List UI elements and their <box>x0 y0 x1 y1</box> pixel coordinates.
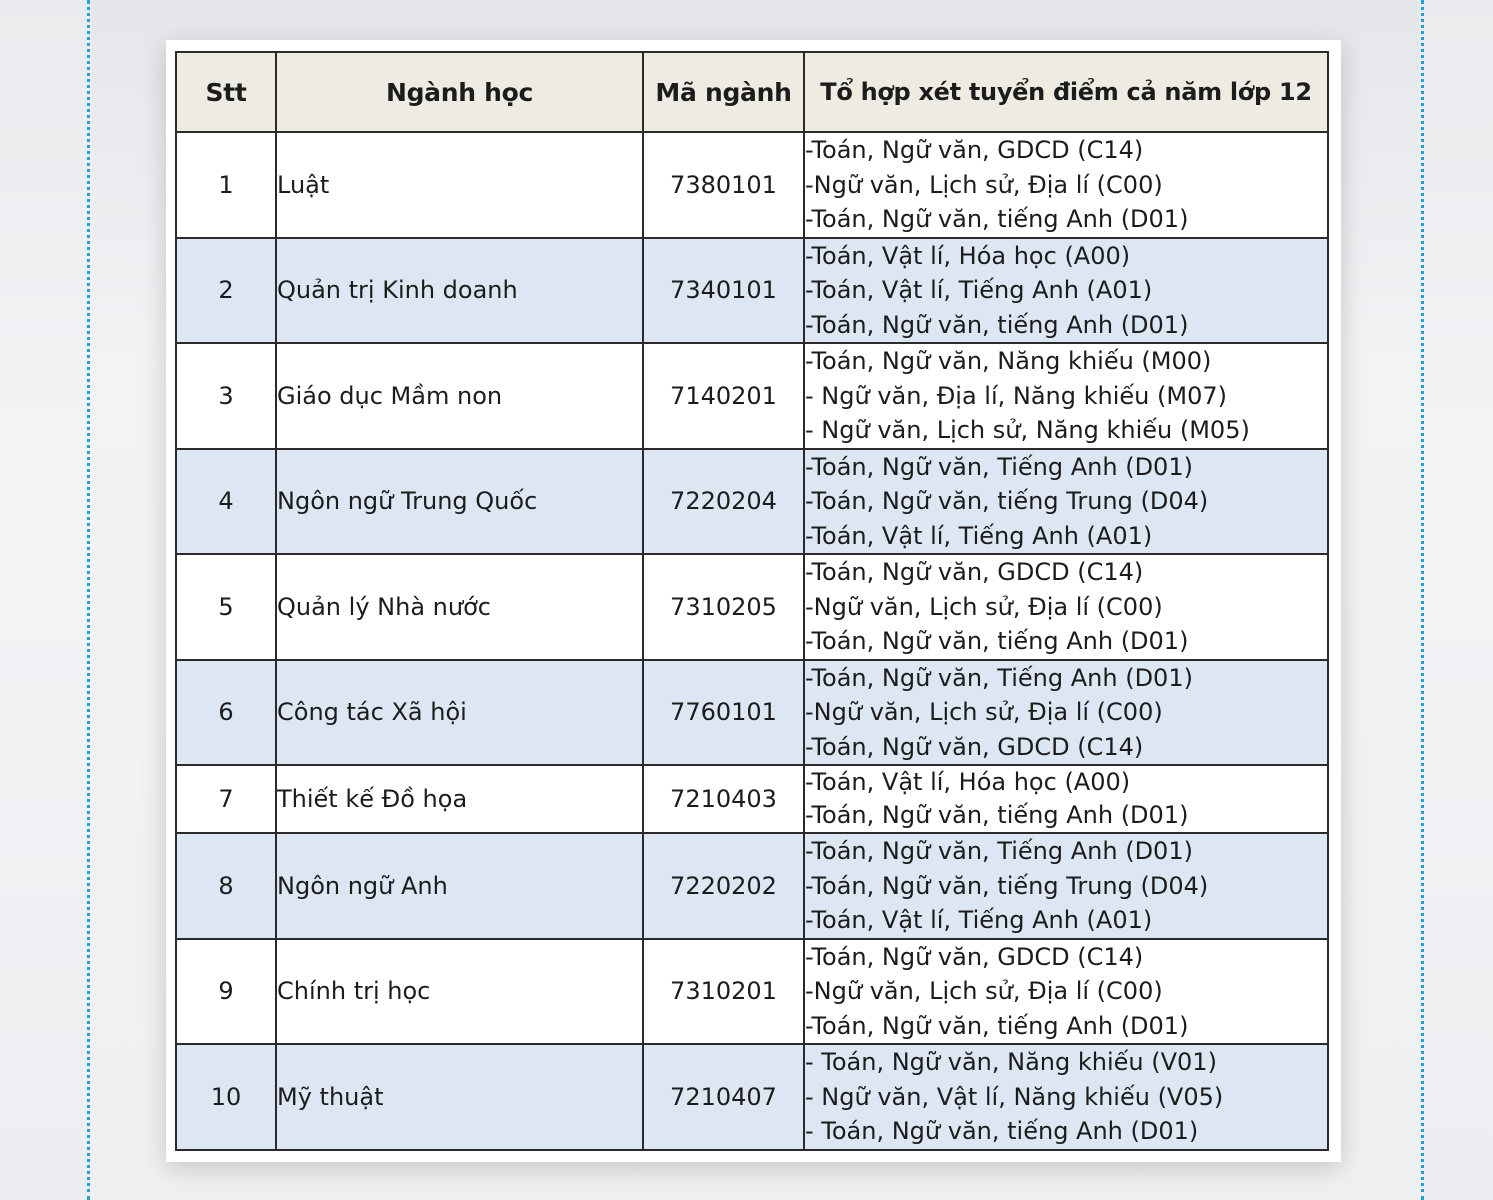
combo-line: - Toán, Ngữ văn, tiếng Anh (D01) <box>805 1117 1199 1145</box>
cell-stt: 1 <box>176 132 276 238</box>
combo-line: -Toán, Ngữ văn, GDCD (C14) <box>805 732 1144 761</box>
cell-stt: 6 <box>176 660 276 766</box>
combo-line: -Toán, Vật lí, Tiếng Anh (A01) <box>805 276 1153 304</box>
cell-stt: 2 <box>176 238 276 344</box>
cell-major: Chính trị học <box>276 939 643 1045</box>
cell-combos <box>804 765 1328 833</box>
table-row <box>176 554 1328 660</box>
cell-major: Ngôn ngữ Anh <box>276 833 643 939</box>
cell-major: Giáo dục Mầm non <box>276 343 643 449</box>
cell-code: 7140201 <box>643 343 804 449</box>
header-row <box>176 52 1328 132</box>
cell-code: 7210403 <box>643 765 804 833</box>
admissions-table <box>175 51 1329 1151</box>
combo-line: -Toán, Ngữ văn, GDCD (C14) <box>805 942 1144 971</box>
combo-line: -Toán, Ngữ văn, Tiếng Anh (D01) <box>805 663 1193 692</box>
combo-line: -Ngữ văn, Lịch sử, Địa lí (C00) <box>805 592 1163 621</box>
cell-code: 7340101 <box>643 238 804 344</box>
header-major: Ngành học <box>276 52 643 132</box>
combo-line: -Ngữ văn, Lịch sử, Địa lí (C00) <box>805 170 1163 199</box>
cell-major: Quản lý Nhà nước <box>276 554 643 660</box>
cell-stt: 9 <box>176 939 276 1045</box>
cell-combos <box>804 238 1328 344</box>
combo-line: -Toán, Vật lí, Tiếng Anh (A01) <box>805 906 1153 934</box>
cell-major: Công tác Xã hội <box>276 660 643 766</box>
cell-code: 7380101 <box>643 132 804 238</box>
combo-line: -Toán, Ngữ văn, Tiếng Anh (D01) <box>805 837 1193 865</box>
combo-line: -Toán, Ngữ văn, Tiếng Anh (D01) <box>805 452 1193 481</box>
cell-code: 7310201 <box>643 939 804 1045</box>
cell-stt: 4 <box>176 449 276 555</box>
table-row <box>176 939 1328 1045</box>
combo-line: -Toán, Ngữ văn, tiếng Anh (D01) <box>805 801 1189 829</box>
cell-combos <box>804 554 1328 660</box>
cell-major: Thiết kế Đồ họa <box>276 765 643 833</box>
cell-stt: 7 <box>176 765 276 833</box>
combo-line: - Ngữ văn, Vật lí, Năng khiếu (V05) <box>805 1082 1224 1111</box>
admissions-table-card <box>166 40 1341 1162</box>
combo-line: -Toán, Ngữ văn, tiếng Anh (D01) <box>805 1011 1189 1040</box>
table-row <box>176 238 1328 344</box>
table-row <box>176 1044 1328 1150</box>
table-row <box>176 449 1328 555</box>
cell-combos <box>804 1044 1328 1150</box>
combo-line: -Ngữ văn, Lịch sử, Địa lí (C00) <box>805 977 1163 1005</box>
cell-stt: 3 <box>176 343 276 449</box>
combo-line: -Ngữ văn, Lịch sử, Địa lí (C00) <box>805 698 1163 726</box>
table-row <box>176 343 1328 449</box>
table-row <box>176 660 1328 766</box>
cell-combos <box>804 833 1328 939</box>
combo-line: -Toán, Ngữ văn, GDCD (C14) <box>805 558 1144 586</box>
table-row <box>176 833 1328 939</box>
cell-combos <box>804 660 1328 766</box>
cell-combos <box>804 449 1328 555</box>
cell-stt: 10 <box>176 1044 276 1150</box>
cell-combos <box>804 343 1328 449</box>
header-combos: Tổ hợp xét tuyển điểm cả năm lớp 12 <box>804 52 1328 132</box>
cell-code: 7220202 <box>643 833 804 939</box>
combo-line: -Toán, Vật lí, Tiếng Anh (A01) <box>805 521 1153 550</box>
cell-stt: 8 <box>176 833 276 939</box>
cell-stt: 5 <box>176 554 276 660</box>
combo-line: -Toán, Ngữ văn, tiếng Trung (D04) <box>805 871 1209 900</box>
header-stt: Stt <box>176 52 276 132</box>
table-header <box>176 52 1328 132</box>
cell-major: Luật <box>276 132 643 238</box>
cell-major: Ngôn ngữ Trung Quốc <box>276 449 643 555</box>
table-body <box>176 132 1328 1150</box>
right-dotted-frame-line <box>1421 0 1424 1200</box>
combo-line: -Toán, Ngữ văn, tiếng Anh (D01) <box>805 627 1189 655</box>
cell-code: 7220204 <box>643 449 804 555</box>
combo-line: -Toán, Ngữ văn, tiếng Trung (D04) <box>805 487 1209 515</box>
cell-code: 7310205 <box>643 554 804 660</box>
combo-line: -Toán, Ngữ văn, Năng khiếu (M00) <box>805 347 1212 375</box>
combo-line: -Toán, Ngữ văn, GDCD (C14) <box>805 136 1144 164</box>
cell-code: 7760101 <box>643 660 804 766</box>
combo-line: - Ngữ văn, Lịch sử, Năng khiếu (M05) <box>805 416 1250 444</box>
table-row <box>176 132 1328 238</box>
table-row <box>176 765 1328 833</box>
combo-line: -Toán, Ngữ văn, tiếng Anh (D01) <box>805 205 1189 233</box>
combo-line: - Toán, Ngữ văn, Năng khiếu (V01) <box>805 1048 1217 1076</box>
cell-major: Mỹ thuật <box>276 1044 643 1150</box>
combo-line: -Toán, Vật lí, Hóa học (A00) <box>805 768 1131 796</box>
cell-major: Quản trị Kinh doanh <box>276 238 643 344</box>
cell-combos <box>804 939 1328 1045</box>
combo-line: -Toán, Ngữ văn, tiếng Anh (D01) <box>805 310 1189 339</box>
header-code: Mã ngành <box>643 52 804 132</box>
cell-combos <box>804 132 1328 238</box>
combo-line: - Ngữ văn, Địa lí, Năng khiếu (M07) <box>805 381 1227 410</box>
left-dotted-frame-line <box>87 0 90 1200</box>
combo-line: -Toán, Vật lí, Hóa học (A00) <box>805 241 1131 270</box>
cell-code: 7210407 <box>643 1044 804 1150</box>
